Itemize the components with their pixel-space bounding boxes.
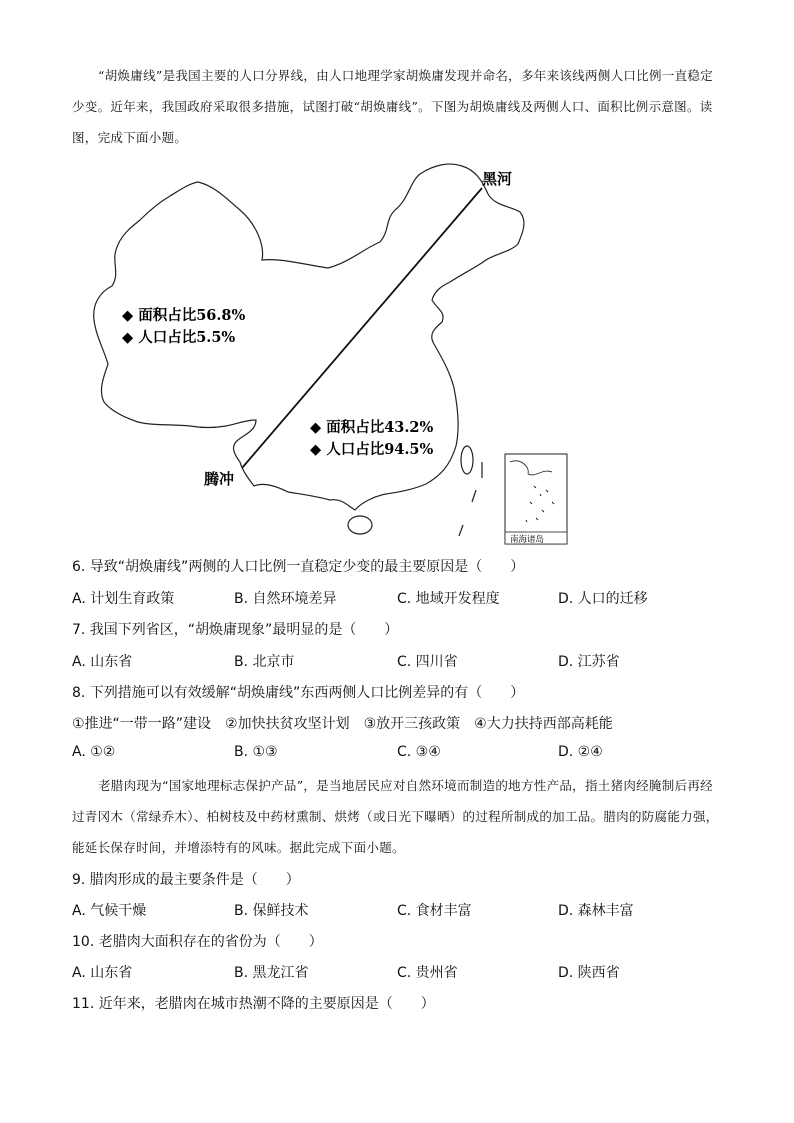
question-9-option-b[interactable]: B. 保鲜技术 <box>234 903 309 919</box>
city-label-tengchong: 腾冲 <box>204 470 235 488</box>
question-6-option-a[interactable]: A. 计划生育政策 <box>72 591 175 607</box>
east-area-ratio: ◆ 面积占比43.2% <box>310 419 434 436</box>
east-population-ratio: ◆ 人口占比94.5% <box>310 441 434 458</box>
south-china-sea-inset <box>505 454 567 545</box>
question-6-option-d[interactable]: D. 人口的迁移 <box>558 591 648 607</box>
question-7-option-c[interactable]: C. 四川省 <box>397 654 458 670</box>
city-label-heihe: 黑河 <box>482 170 513 188</box>
taiwan-island <box>461 446 473 474</box>
hu-huanyong-line-map <box>90 150 590 550</box>
intro-paragraph-2: 老腊肉现为“国家地理标志保护产品”，是当地居民应对自然环境而制造的地方性产品，指土猪肉经腌制后再经过青冈木（常绿乔木）、柏树枝及中药材熏制、烘烤（或日光下曝晒）的过程所制成的加工品。腊肉的防腐能力强，能延长保存时间，并增添特有的风味。据此完成下面小题。 <box>72 778 719 855</box>
question-6-option-c[interactable]: C. 地域开发程度 <box>397 591 500 607</box>
question-9-stem: 9. 腊肉形成的最主要条件是（ ） <box>72 872 300 888</box>
question-8-option-a[interactable]: A. ①② <box>72 744 116 760</box>
question-10-stem: 10. 老腊肉大面积存在的省份为（ ） <box>72 934 323 950</box>
question-10-option-d[interactable]: D. 陕西省 <box>558 965 620 981</box>
question-9-option-c[interactable]: C. 食材丰富 <box>397 903 472 919</box>
question-9-option-a[interactable]: A. 气候干燥 <box>72 903 147 919</box>
inset-label: 南海诸岛 <box>510 535 545 545</box>
question-6-option-b[interactable]: B. 自然环境差异 <box>234 591 337 607</box>
question-8-items: ①推进“一带一路”建设 ②加快扶贫攻坚计划 ③放开三孩政策 ④大力扶持西部高耗能 <box>72 716 613 732</box>
question-9-option-d[interactable]: D. 森林丰富 <box>558 903 634 919</box>
question-7-stem: 7. 我国下列省区，“胡焕庸现象”最明显的是（ ） <box>72 622 399 638</box>
question-7-option-d[interactable]: D. 江苏省 <box>558 654 620 670</box>
question-10-option-c[interactable]: C. 贵州省 <box>397 965 458 981</box>
question-7-option-b[interactable]: B. 北京市 <box>234 654 295 670</box>
question-8-option-b[interactable]: B. ①③ <box>234 744 278 760</box>
question-6-stem: 6. 导致“胡焕庸线”两侧的人口比例一直稳定少变的最主要原因是（ ） <box>72 559 525 575</box>
intro-paragraph-1: “胡焕庸线”是我国主要的人口分界线，由人口地理学家胡焕庸发现并命名，多年来该线两侧人口比例一直稳定少变。近年来，我国政府采取很多措施，试图打破“胡焕庸线”。下图为胡焕庸线及两侧人口、面积比例示意图。读图，完成下面小题。 <box>72 68 713 145</box>
question-7-option-a[interactable]: A. 山东省 <box>72 654 133 670</box>
question-8-stem: 8. 下列措施可以有效缓解“胡焕庸线”东西两侧人口比例差异的有（ ） <box>72 685 525 701</box>
question-8-option-d[interactable]: D. ②④ <box>558 744 603 760</box>
west-area-ratio: ◆ 面积占比56.8% <box>122 307 246 324</box>
question-11-stem: 11. 近年来，老腊肉在城市热潮不降的主要原因是（ ） <box>72 996 435 1012</box>
question-10-option-b[interactable]: B. 黑龙江省 <box>234 965 309 981</box>
west-population-ratio: ◆ 人口占比5.5% <box>122 329 236 346</box>
question-8-option-c[interactable]: C. ③④ <box>397 744 441 760</box>
hainan-island <box>348 516 372 534</box>
question-10-option-a[interactable]: A. 山东省 <box>72 965 133 981</box>
